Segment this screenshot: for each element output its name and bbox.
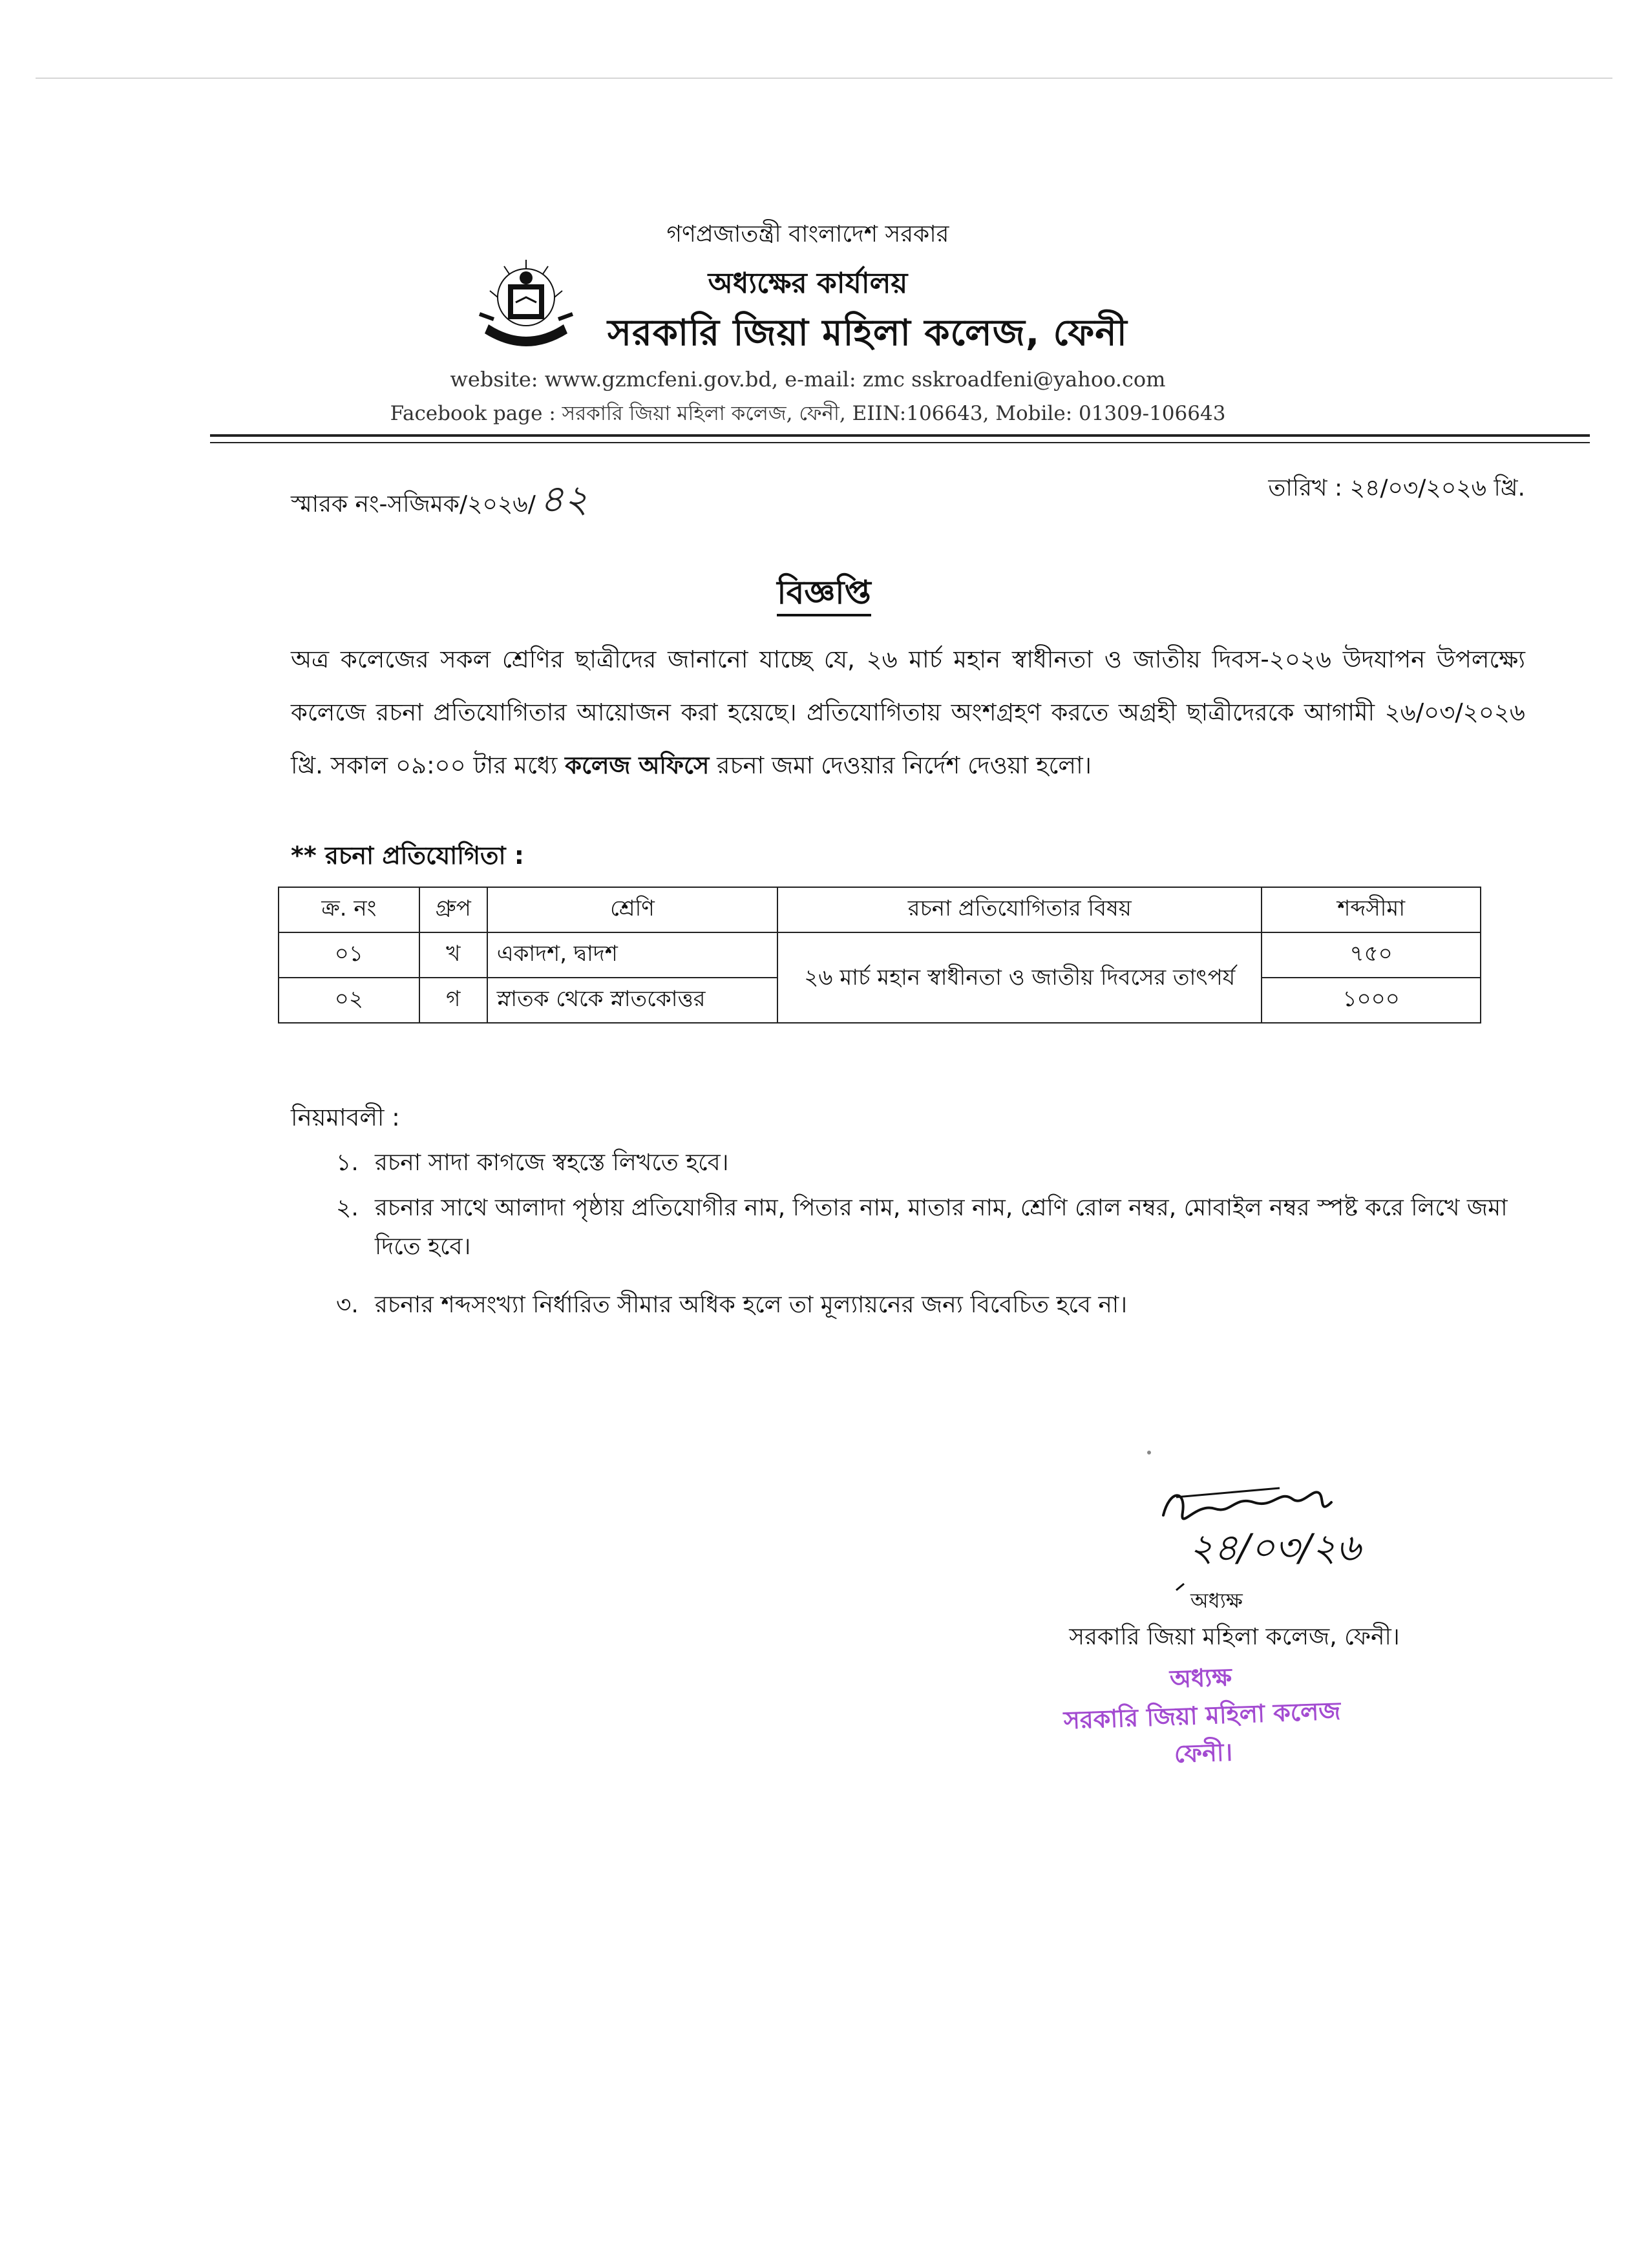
notice-title — [695, 569, 953, 622]
website-email-line: website: www.gzmcfeni.gov.bd, e-mail: zmc sskroadfeni@yahoo.com — [450, 367, 1166, 392]
facebook-eiin-line: Facebook page : সরকারি জিয়া মহিলা কলেজ, ফেনী, EIIN:106643, Mobile: 01309-106643 — [390, 402, 1226, 425]
signatory-college: সরকারি জিয়া মহিলা কলেজ, ফেনী। — [1069, 1624, 1400, 1650]
rules-heading: নিয়মাবলী : — [291, 1104, 400, 1131]
signatory-title: অধ্যক্ষ — [1190, 1588, 1243, 1613]
rule-text: রচনার সাথে আলাদা পৃষ্ঠায় প্রতিযোগীর নাম, পিতার নাম, মাতার নাম, শ্রেণি রোল নম্বর, মোবাইল নম্বর স্পষ্ট করে লিখে জমা দিতে হবে। — [375, 1195, 1508, 1260]
cell-serial: ০২ — [279, 978, 419, 1023]
cell-serial: ০১ — [279, 932, 419, 978]
cell-group: গ — [419, 978, 487, 1023]
rule-number: ১. — [336, 1150, 359, 1176]
stamp-title: অধ্যক্ষ — [1169, 1663, 1232, 1694]
table-row — [279, 932, 1481, 978]
memo-number — [291, 470, 588, 533]
cell-word-limit: ১০০০ — [1262, 978, 1481, 1023]
stamp-location: ফেনী। — [1174, 1738, 1233, 1769]
header-rule-thin — [210, 442, 1590, 443]
memo-prefix: স্মারক নং-সজিমক/২০২৬/ — [291, 491, 536, 518]
notice-body — [291, 633, 1525, 792]
col-word-limit: শব্দসীমা — [1262, 887, 1481, 932]
rule-text: রচনা সাদা কাগজে স্বহস্তে লিখতে হবে। — [375, 1150, 729, 1176]
competition-table — [278, 887, 1481, 1024]
rule-item — [336, 1144, 1512, 1182]
body-text-1: অত্র কলেজের সকল শ্রেণির ছাত্রীদের জানানো যাচ্ছে যে, ২৬ মার্চ মহান স্বাধীনতা ও জাতীয় দিবস-২০২৬ উদযাপন উপলক্ষ্যে কলেজে রচনা প্রতিযোগিতার আয়োজন করা হয়েছে। প্রতিযোগিতায় অংশগ্রহণ করতে অগ্রহী ছাত্রীদেরকে আগামী ২৬/০৩/২০২৬ খ্রি. সকাল ০৯:০০ টার মধ্যে — [291, 646, 1525, 779]
notice-title-text: বিজ্ঞপ্তি — [777, 574, 871, 616]
header-rule-thick — [210, 434, 1590, 437]
cell-class: একাদশ, দ্বাদশ — [487, 932, 778, 978]
col-class: শ্রেণি — [487, 887, 778, 932]
ink-speck — [1147, 1451, 1151, 1454]
cell-class: স্নাতক থেকে স্নাতকোত্তর — [487, 978, 778, 1023]
col-serial: ক্র. নং — [279, 887, 419, 932]
table-header-row — [279, 887, 1481, 932]
competition-heading: ** রচনা প্রতিযোগিতা : — [291, 841, 524, 870]
signature-date: ২৪/০৩/২৬ — [1189, 1526, 1361, 1570]
rule-text: রচনার শব্দসংখ্যা নির্ধারিত সীমার অধিক হলে তা মূল্যায়নের জন্য বিবেচিত হবে না। — [375, 1292, 1128, 1318]
notice-date: তারিখ : ২৪/০৩/২০২৬ খ্রি. — [1268, 475, 1525, 501]
stamp-college: সরকারি জিয়া মহিলা কলেজ — [1062, 1696, 1342, 1735]
rule-item — [336, 1189, 1512, 1266]
body-text-2: রচনা জমা দেওয়ার নির্দেশ দেওয়া হলো। — [709, 751, 1092, 779]
rule-number: ২. — [336, 1195, 359, 1221]
office-line: অধ্যক্ষের কার্যালয় — [708, 267, 908, 300]
memo-handwritten-number: ৪২ — [539, 477, 589, 521]
cell-group: খ — [419, 932, 487, 978]
rule-number: ৩. — [336, 1292, 359, 1318]
col-group: গ্রুপ — [419, 887, 487, 932]
col-topic: রচনা প্রতিযোগিতার বিষয় — [777, 887, 1262, 932]
top-border-line — [36, 78, 1612, 79]
body-bold-text: কলেজ অফিসে — [565, 751, 710, 779]
college-name: সরকারি জিয়া মহিলা কলেজ, ফেনী — [607, 312, 1128, 354]
rule-item — [336, 1286, 1512, 1325]
government-line: গণপ্রজাতন্ত্রী বাংলাদেশ সরকার — [666, 221, 949, 247]
cell-topic: ২৬ মার্চ মহান স্বাধীনতা ও জাতীয় দিবসের তাৎপর্য — [777, 932, 1262, 1023]
cell-word-limit: ৭৫০ — [1262, 932, 1481, 978]
principal-signature — [1125, 1464, 1383, 1599]
official-stamp — [1019, 1653, 1385, 1778]
